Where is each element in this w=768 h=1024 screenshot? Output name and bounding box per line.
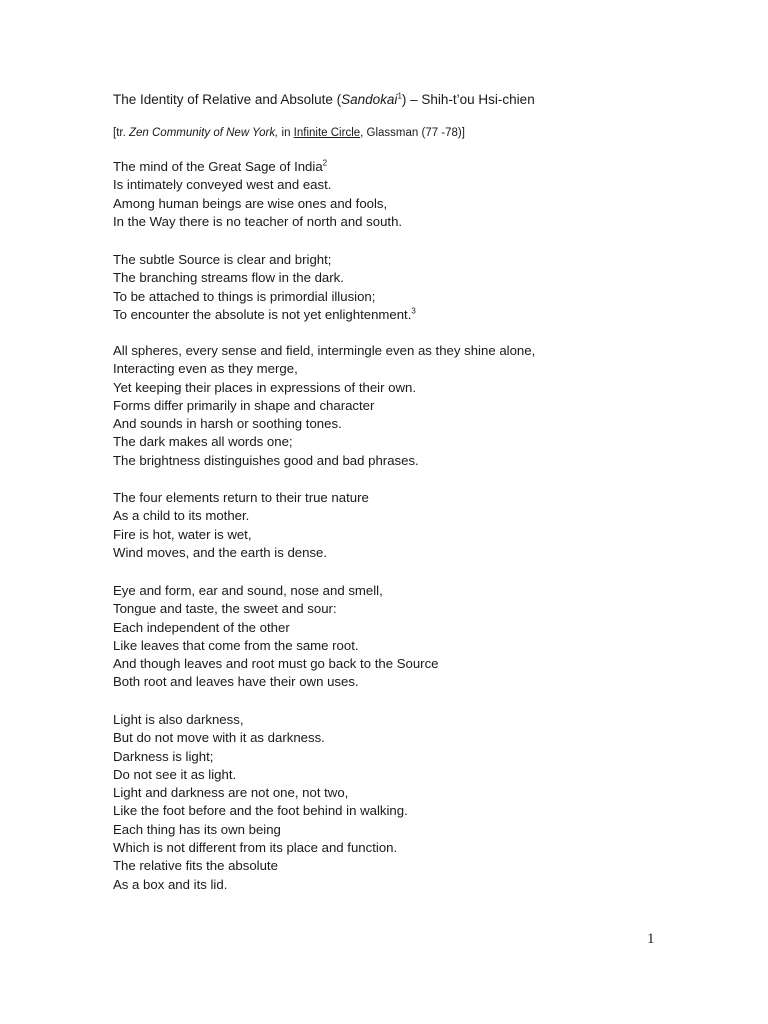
stanza-line: The dark makes all words one; xyxy=(113,434,293,450)
citation-author: , Glassman (77 -78)] xyxy=(360,127,465,139)
citation-book: Infinite Circle xyxy=(293,127,361,139)
stanza-line: Light and darkness are not one, not two, xyxy=(113,785,349,801)
title-footnote-marker: 1 xyxy=(397,91,402,101)
stanza-line: Eye and form, ear and sound, nose and smell, xyxy=(113,583,383,598)
footnote-marker: 2 xyxy=(322,158,328,168)
stanza-2 xyxy=(113,251,416,324)
title-prefix: The Identity of Relative and Absolute ( xyxy=(113,92,342,107)
stanza-line: Do not see it as light. xyxy=(113,766,237,782)
title-italic: Sandokai xyxy=(341,92,398,107)
page-number: 1 xyxy=(647,931,655,947)
citation-open: [tr. xyxy=(113,127,129,139)
citation-translator: Zen Community of New York, xyxy=(128,127,279,139)
stanza-line: Yet keeping their places in expressions of their own. xyxy=(113,379,417,395)
stanza-line: In the Way there is no teacher of north and south. xyxy=(113,213,403,229)
stanza-line: And though leaves and root must go back to the Source xyxy=(113,656,439,672)
stanza-line: Interacting even as they merge, xyxy=(113,361,298,377)
stanza-line: All spheres, every sense and field, intermingle even as they shine alone, xyxy=(113,343,536,358)
stanza-line: Forms differ primarily in shape and character xyxy=(113,397,375,413)
footnote-marker: 3 xyxy=(411,306,416,316)
stanza-line: Like leaves that come from the same root. xyxy=(113,637,359,653)
stanza-line: Among human beings are wise ones and fools, xyxy=(113,195,388,211)
stanza-4 xyxy=(113,489,369,562)
citation-in: in xyxy=(278,127,294,139)
stanza-line: The subtle Source is clear and bright; xyxy=(113,252,332,267)
stanza-line: The brightness distinguishes good and bad phrases. xyxy=(113,452,419,468)
stanza-line: Both root and leaves have their own uses. xyxy=(113,674,359,690)
stanza-line: Tongue and taste, the sweet and sour: xyxy=(113,601,337,617)
citation xyxy=(113,124,465,142)
title-suffix: ) – Shih-t’ou Hsi-chien xyxy=(401,92,535,107)
stanza-3 xyxy=(113,342,535,470)
stanza-5 xyxy=(113,582,439,692)
stanza-line: The four elements return to their true nature xyxy=(113,490,369,505)
stanza-line: The relative fits the absolute xyxy=(113,858,278,874)
stanza-line: Darkness is light; xyxy=(113,748,214,764)
stanza-line: As a child to its mother. xyxy=(113,508,250,524)
stanza-line: Wind moves, and the earth is dense. xyxy=(113,544,328,560)
stanza-line: Is intimately conveyed west and east. xyxy=(113,177,332,193)
stanza-1 xyxy=(113,158,402,231)
stanza-line: To encounter the absolute is not yet enlightenment.$^3$ xyxy=(113,306,416,322)
stanza-line: The mind of the Great Sage of India$^2$ xyxy=(113,158,328,174)
stanza-line: Like the foot before and the foot behind in walking. xyxy=(113,803,408,819)
stanza-line: Light is also darkness, xyxy=(113,712,244,727)
stanza-6 xyxy=(113,711,408,894)
stanza-line: Each independent of the other xyxy=(113,619,290,635)
stanza-line: But do not move with it as darkness. xyxy=(113,730,325,746)
stanza-line: And sounds in harsh or soothing tones. xyxy=(113,416,342,432)
stanza-line: Each thing has its own being xyxy=(113,821,281,837)
poem-title xyxy=(113,90,535,110)
stanza-line: Fire is hot, water is wet, xyxy=(113,526,252,542)
stanza-line: Which is not different from its place and function. xyxy=(113,840,398,856)
stanza-line: To be attached to things is primordial illusion; xyxy=(113,288,376,304)
stanza-line: The branching streams flow in the dark. xyxy=(113,270,344,286)
stanza-line: As a box and its lid. xyxy=(113,876,228,892)
